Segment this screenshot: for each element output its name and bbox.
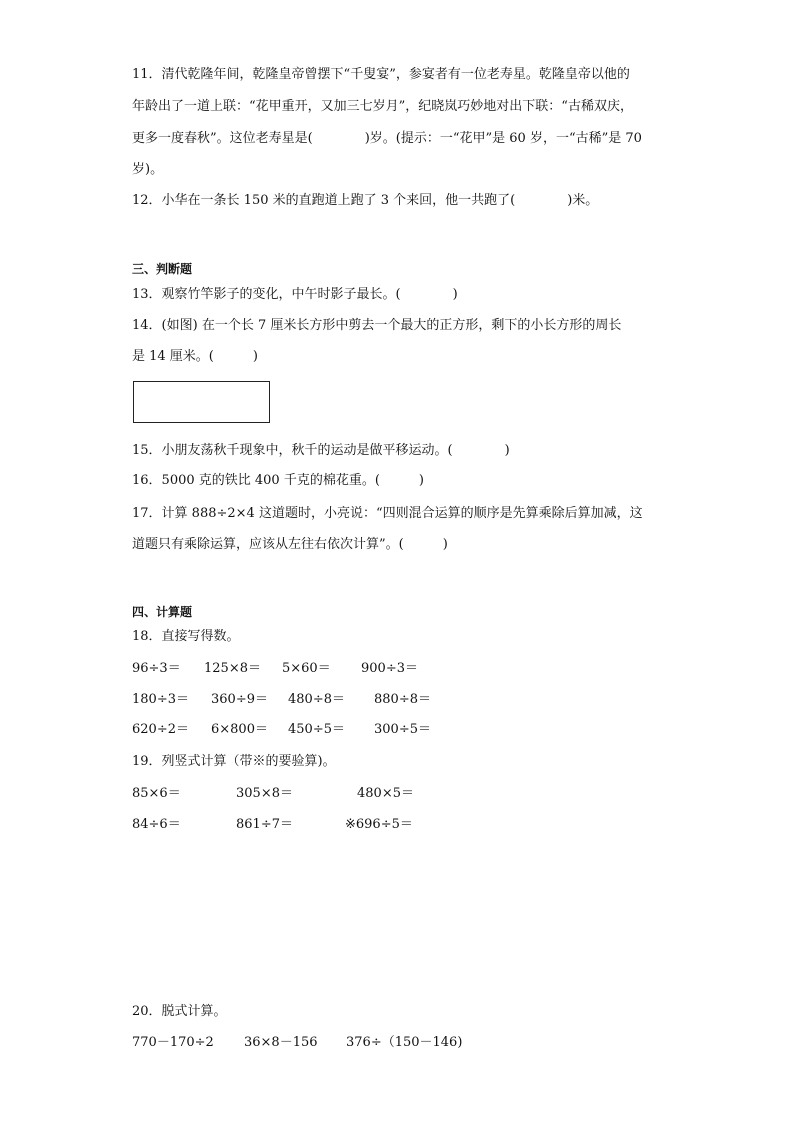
question-16: 16．5000 克的铁比 400 千克的棉花重。( ) bbox=[132, 473, 424, 488]
q11-line-4: 岁)。 bbox=[132, 162, 164, 177]
q18-item: 880÷8＝ bbox=[374, 692, 431, 707]
q18-item: 180÷3＝ bbox=[132, 692, 189, 707]
q18-item: 300÷5＝ bbox=[374, 722, 431, 737]
q19-item: 84÷6＝ bbox=[132, 817, 181, 832]
q11-line-2: 年龄出了一道上联：“花甲重开，又加三七岁月”，纪晓岚巧妙地对出下联：“古稀双庆， bbox=[132, 99, 633, 114]
q19-item: 480×5＝ bbox=[357, 786, 414, 801]
q18-item: 5×60＝ bbox=[282, 661, 331, 676]
q20-title: 20．脱式计算。 bbox=[132, 1004, 227, 1019]
q11-line-3: 更多一度春秋”。这位老寿星是( )岁。(提示：一“花甲”是 60 岁，一“古稀”是 70 bbox=[132, 131, 642, 146]
q19-item: ※696÷5＝ bbox=[345, 817, 413, 832]
q17-line-2: 道题只有乘除运算，应该从左往右依次计算”。( ) bbox=[132, 537, 448, 552]
q19-item: 861÷7＝ bbox=[236, 817, 293, 832]
q14-line-2: 是 14 厘米。( ) bbox=[132, 349, 258, 364]
q18-item: 96÷3＝ bbox=[132, 661, 181, 676]
section-heading-calculation: 四、计算题 bbox=[132, 605, 193, 619]
q20-item: 36×8－156 bbox=[244, 1035, 318, 1050]
q18-item: 125×8＝ bbox=[204, 661, 261, 676]
q14-line-1: 14．(如图) 在一个长 7 厘米长方形中剪去一个最大的正方形，剩下的小长方形的周长 bbox=[132, 318, 622, 333]
rectangle-figure bbox=[133, 381, 270, 423]
q18-item: 450÷5＝ bbox=[288, 722, 345, 737]
q18-item: 900÷3＝ bbox=[361, 661, 418, 676]
section-heading-judgement: 三、判断题 bbox=[132, 262, 193, 276]
question-12: 12．小华在一条长 150 米的直跑道上跑了 3 个来回，他一共跑了( )米。 bbox=[132, 193, 599, 208]
q20-item: 770－170÷2 bbox=[132, 1035, 214, 1050]
q18-item: 360÷9＝ bbox=[211, 692, 268, 707]
q18-item: 6×800＝ bbox=[211, 722, 268, 737]
question-15: 15．小朋友荡秋千现象中，秋千的运动是做平移运动。( ) bbox=[132, 443, 510, 458]
q19-title: 19．列竖式计算（带※的要验算)。 bbox=[132, 754, 336, 769]
q18-item: 620÷2＝ bbox=[132, 722, 189, 737]
q17-line-1: 17．计算 888÷2×4 这道题时，小亮说：“四则混合运算的顺序是先算乘除后算加减，这 bbox=[132, 506, 643, 521]
q20-item: 376÷（150－146) bbox=[346, 1035, 463, 1050]
q18-title: 18．直接写得数。 bbox=[132, 629, 240, 644]
q19-item: 85×6＝ bbox=[132, 786, 181, 801]
q19-item: 305×8＝ bbox=[236, 786, 293, 801]
question-13: 13．观察竹竿影子的变化，中午时影子最长。( ) bbox=[132, 287, 458, 302]
q11-line-1: 11．清代乾隆年间，乾隆皇帝曾摆下“千叟宴”，参宴者有一位老寿星。乾隆皇帝以他的 bbox=[132, 67, 630, 82]
q18-item: 480÷8＝ bbox=[288, 692, 345, 707]
